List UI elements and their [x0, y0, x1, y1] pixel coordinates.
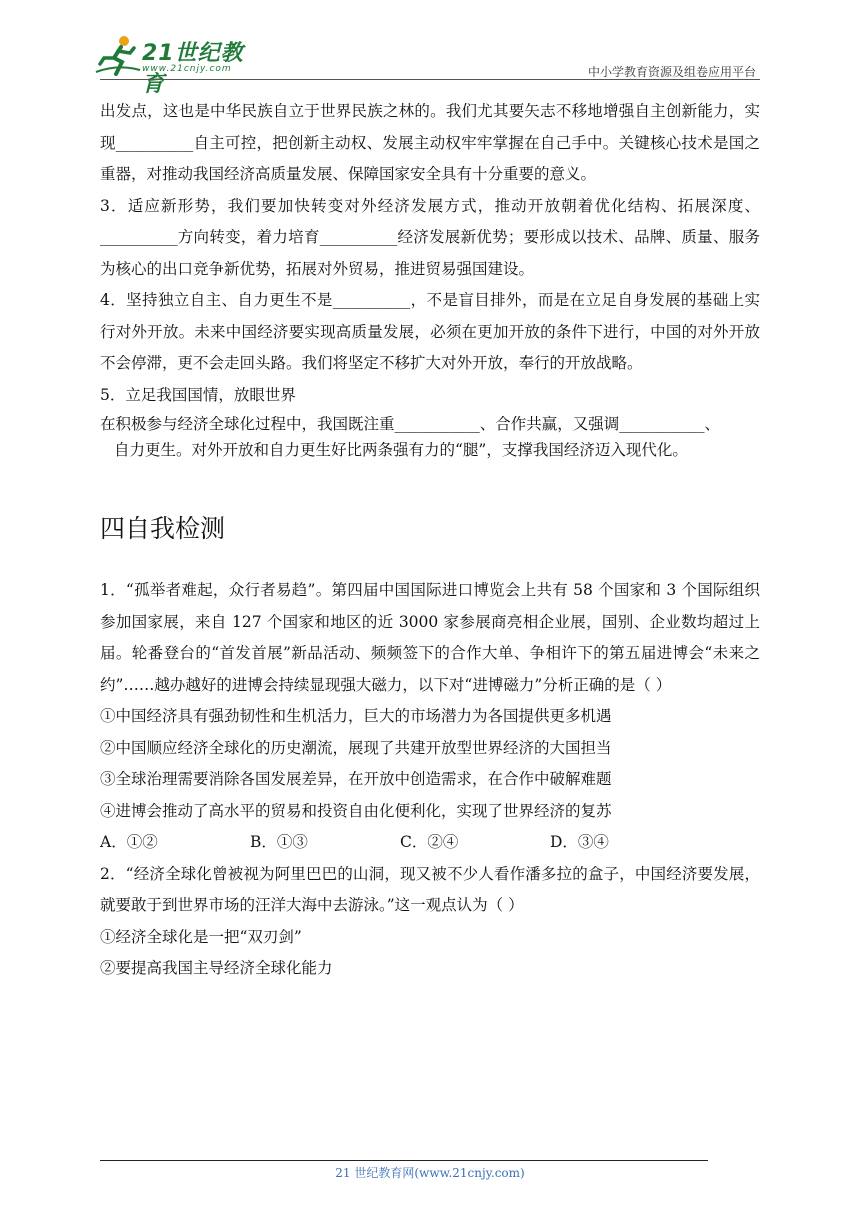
site-logo[interactable] — [94, 34, 264, 97]
question-2: 2．“经济全球化曾被视为阿里巴巴的山洞，现又被不少人看作潘多拉的盒子，中国经济要发展，就要敢于到世界市场的汪洋大海中去游泳。”这一观点认为（ ） — [100, 864, 760, 914]
question-1-option-2: ②中国顺应经济全球化的历史潮流，展现了共建开放型世界经济的大国担当 — [100, 738, 612, 757]
choice-d[interactable]: D．③④ — [550, 833, 609, 851]
question-1-choices — [100, 827, 760, 859]
section-title: 四自我检测 — [100, 514, 226, 543]
paragraph-5-line-1: 在积极参与经济全球化过程中，我国既注重___________、合作共赢，又强调___________、 — [100, 415, 721, 433]
paragraph-1: 出发点，这也是中华民族自立于世界民族之林的。我们尤其要矢志不移地增强自主创新能力，实现__________自主可控，把创新主动权、发展主动权牢牢掌握在自己手中。关键核心技术是国之重器，对推动我国经济高质量发展、保障国家安全具有十分重要的意义。 — [100, 102, 760, 183]
header-divider — [100, 79, 760, 80]
page-header — [0, 0, 860, 97]
paragraph-3: 3．适应新形势，我们要加快转变对外经济发展方式，推动开放朝着优化结构、拓展深度、__________方向转变，着力培育__________经济发展新优势；要形成以技术、品牌、质量、服务为核心的出口竞争新优势，拓展对外贸易，推进贸易强国建设。 — [100, 196, 760, 278]
choice-b[interactable]: B．①③ — [250, 833, 308, 851]
page-footer[interactable]: 21 世纪教育网(www.21cnjy.com) — [335, 1166, 525, 1180]
logo-text: 21世纪教育 — [142, 41, 244, 97]
choice-c[interactable]: C．②④ — [400, 833, 459, 851]
paragraph-4: 4．坚持独立自主、自力更生不是__________，不是盲目排外，而是在立足自身发展的基础上实行对外开放。未来中国经济要实现高质量发展，必须在更加开放的条件下进行，中国的对外开放不会停滞，更不会走回头路。我们将坚定不移扩大对外开放，奉行的开放战略。 — [100, 291, 760, 372]
platform-tagline: 中小学教育资源及组卷应用平台 — [587, 65, 756, 79]
question-2-option-2: ②要提高我国主导经济全球化能力 — [100, 959, 333, 977]
runner-logo-icon — [94, 34, 142, 78]
question-2-option-1: ①经济全球化是一把“双刃剑” — [100, 927, 302, 946]
question-1-option-1: ①中国经济具有强劲韧性和生机活力，巨大的市场潜力为各国提供更多机遇 — [100, 707, 612, 725]
logo-url: www.21cnjy.com — [142, 64, 232, 74]
paragraph-5-title: 5．立足我国国情，放眼世界 — [100, 385, 296, 404]
document-body — [100, 96, 760, 985]
question-1: 1．“孤举者难起，众行者易趋”。第四届中国国际进口博览会上共有 58 个国家和 3 个国际组织参加国家展，来自 127 个国家和地区的近 3000 家参展商亮相企业展，国别、企业数均超过上届。轮番登台的“首发首展”新品活动、频频签下的合作大单、争相许下的第五届进博会“未来之约”……越办越好的进博会持续显现强大磁力，以下对“进博磁力”分析正确的是（ ） — [100, 581, 760, 694]
question-1-option-4: ④进博会推动了高水平的贸易和投资自由化便利化，实现了世界经济的复苏 — [100, 801, 612, 820]
choice-a[interactable]: A．①② — [100, 833, 158, 851]
question-1-option-3: ③全球治理需要消除各国发展差异，在开放中创造需求，在合作中破解难题 — [100, 770, 612, 788]
paragraph-5-line-2: 自力更生。对外开放和自力更生好比两条强有力的“腿”，支撑我国经济迈入现代化。 — [114, 441, 688, 459]
footer-divider — [100, 1160, 708, 1161]
